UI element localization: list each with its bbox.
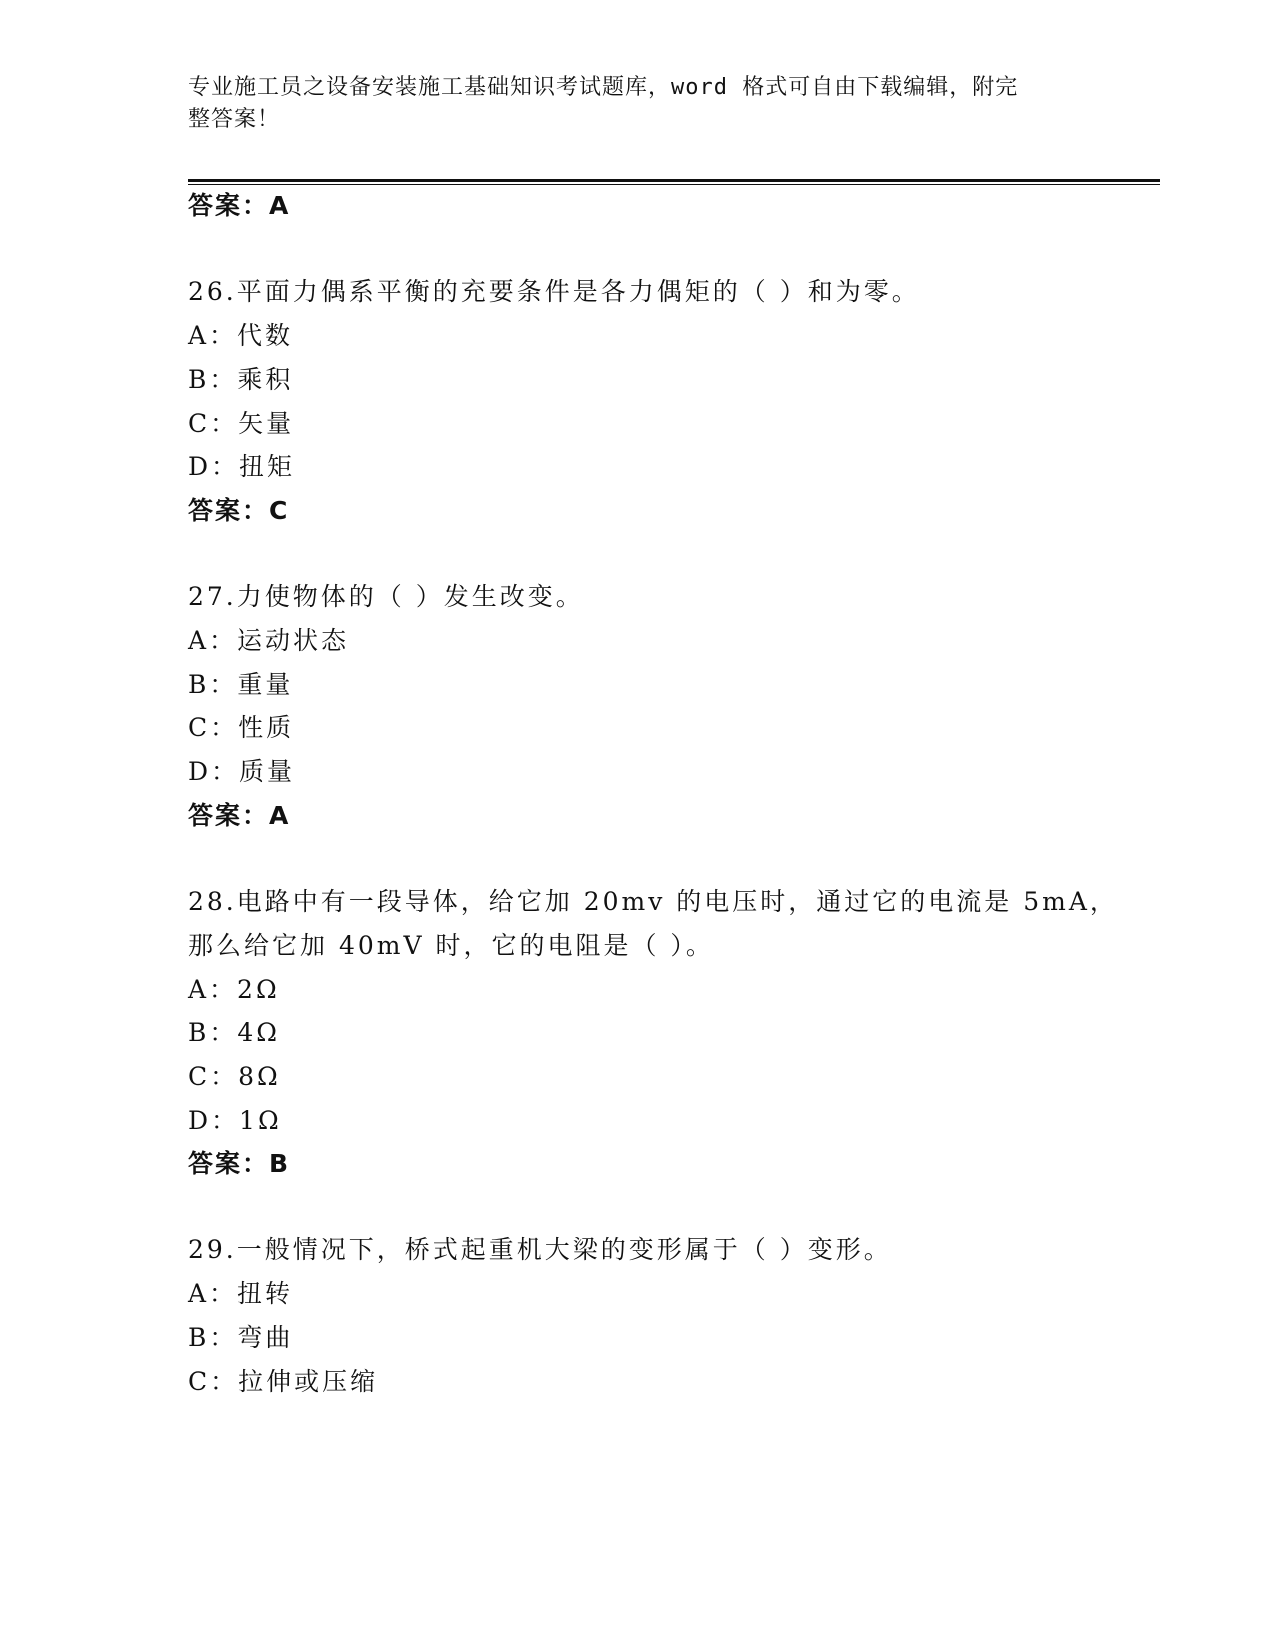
option-b: B：乘积 [188, 365, 294, 394]
question-stem: 26.平面力偶系平衡的充要条件是各力偶矩的（ ）和为零。 [188, 277, 920, 306]
option-c: C：性质 [188, 713, 295, 742]
question-stem: 27.力使物体的（ ）发生改变。 [188, 582, 584, 611]
question-stem: 29.一般情况下，桥式起重机大梁的变形属于（ ）变形。 [188, 1235, 892, 1264]
option-a: A：2Ω [188, 975, 280, 1004]
option-b: B：弯曲 [188, 1323, 294, 1352]
option-a: A：代数 [188, 321, 294, 350]
option-a: A：扭转 [188, 1279, 294, 1308]
option-d: D：质量 [188, 757, 296, 786]
option-d: D：1Ω [188, 1106, 282, 1135]
header-rule-thick [188, 179, 1160, 182]
answer: 答案：C [188, 496, 290, 525]
option-d: D：扭矩 [188, 452, 296, 481]
header-line-2: 整答案！ [188, 107, 281, 132]
option-a: A：运动状态 [188, 626, 350, 655]
option-b: B：4Ω [188, 1018, 281, 1047]
question-stem-line-2: 那么给它加 40mV 时，它的电阻是（ ）。 [188, 931, 714, 960]
option-b: B：重量 [188, 670, 294, 699]
option-c: C：8Ω [188, 1062, 281, 1091]
header-rule-thin [188, 184, 1160, 185]
page-header [188, 72, 1068, 136]
answer: 答案：A [188, 801, 291, 830]
option-c: C：矢量 [188, 409, 295, 438]
option-c: C：拉伸或压缩 [188, 1367, 379, 1396]
answer-previous: 答案：A [188, 191, 291, 220]
answer: 答案：B [188, 1149, 291, 1178]
header-line-1: 专业施工员之设备安装施工基础知识考试题库，word 格式可自由下载编辑，附完 [188, 75, 1019, 100]
question-stem-line-1: 28.电路中有一段导体，给它加 20mv 的电压时，通过它的电流是 5mA， [188, 887, 1118, 916]
